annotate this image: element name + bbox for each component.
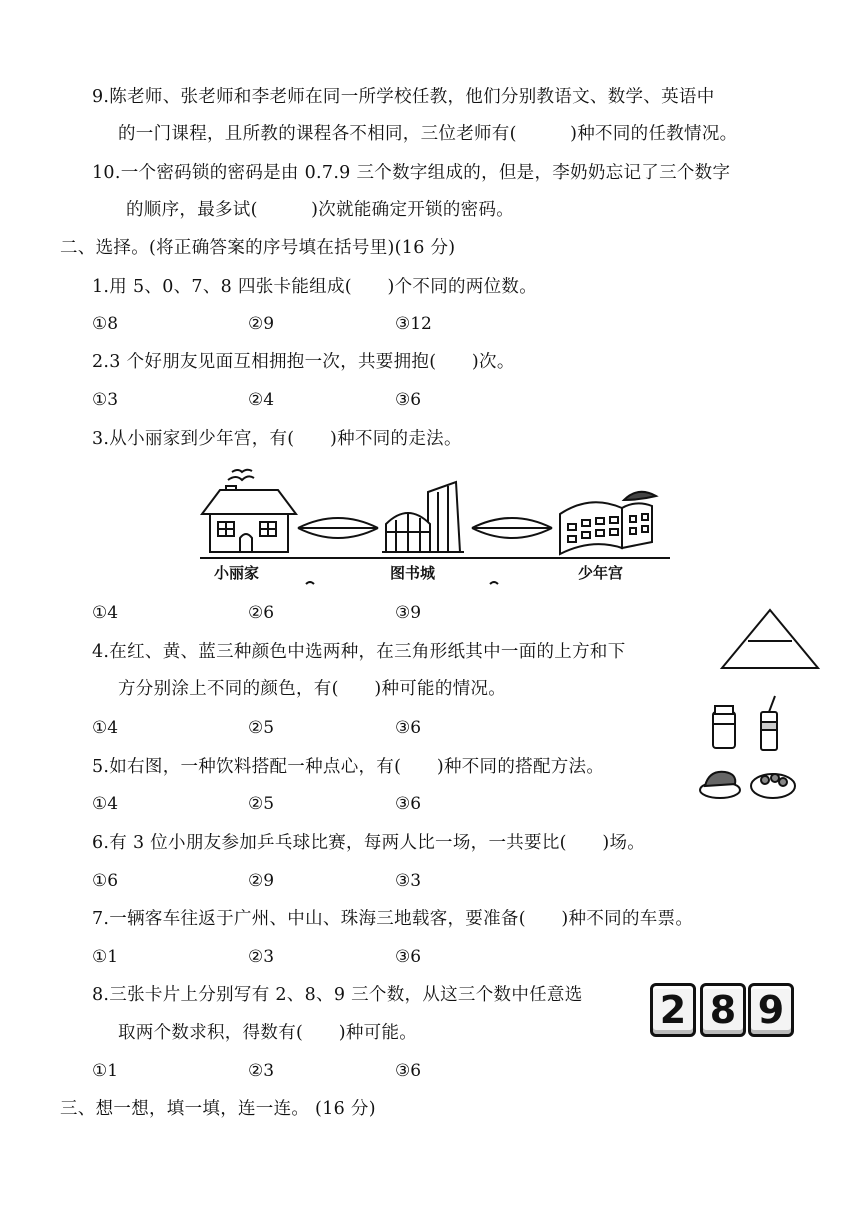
- q8-option-1: ①1: [92, 1061, 119, 1081]
- section2-heading: 二、选择。(将正确答案的序号填在括号里)(16 分): [60, 238, 456, 258]
- library-icon: [382, 482, 464, 552]
- question-6: 6.有 3 位小朋友参加乒乓球比赛，每两人比一场，一共要比( )场。: [92, 833, 646, 853]
- triangle-icon: [718, 606, 822, 672]
- q4-option-3: ③6: [395, 718, 422, 738]
- number-card-2: 2: [650, 983, 696, 1037]
- triangle-figure: [718, 606, 822, 676]
- q10-line1: 10.一个密码锁的密码是由 0.7.9 三个数字组成的，但是，李奶奶忘记了三个数字: [92, 163, 731, 183]
- drinks-snacks-figure: [695, 694, 805, 810]
- label-xiaoli-home: 小丽家: [214, 564, 260, 582]
- q2-option-1: ①3: [92, 390, 119, 410]
- question-1: 1.用 5、0、7、8 四张卡能组成( )个不同的两位数。: [92, 277, 538, 297]
- house-icon: [202, 470, 296, 552]
- q9-line1: 9.陈老师、张老师和李老师在同一所学校任教，他们分别教语文、数学、英语中: [92, 87, 715, 107]
- question-8-line1: 8.三张卡片上分别写有 2、8、9 三个数，从这三个数中任意选: [92, 985, 583, 1005]
- number-card-9: 9: [748, 983, 794, 1037]
- question-3: 3.从小丽家到少年宫，有( )种不同的走法。: [92, 429, 462, 449]
- q8-option-2: ②3: [248, 1061, 275, 1081]
- q2-option-2: ②4: [248, 390, 275, 410]
- q7-option-1: ①1: [92, 947, 119, 967]
- q7-option-2: ②3: [248, 947, 275, 967]
- q4-option-1: ①4: [92, 718, 119, 738]
- question-7: 7.一辆客车往返于广州、中山、珠海三地载客，要准备( )种不同的车票。: [92, 909, 694, 929]
- q1-option-1: ①8: [92, 314, 119, 334]
- q4-option-2: ②5: [248, 718, 275, 738]
- drinks-snacks-icon: [695, 694, 805, 806]
- q7-option-3: ③6: [395, 947, 422, 967]
- q1-option-3: ③12: [395, 314, 432, 334]
- q6-option-1: ①6: [92, 871, 119, 891]
- q10-line2: 的顺序，最多试( )次就能确定开锁的密码。: [126, 200, 515, 220]
- q6-option-2: ②9: [248, 871, 275, 891]
- q5-option-1: ①4: [92, 794, 119, 814]
- q3-option-2: ②6: [248, 603, 275, 623]
- q3-option-1: ①4: [92, 603, 119, 623]
- q2-option-3: ③6: [395, 390, 422, 410]
- left-paths: [298, 518, 378, 538]
- q5-option-2: ②5: [248, 794, 275, 814]
- section3-heading: 三、想一想，填一填，连一连。 (16 分): [60, 1099, 376, 1119]
- label-library: 图书城: [390, 564, 436, 582]
- q5-option-3: ③6: [395, 794, 422, 814]
- q9-line2: 的一门课程，且所教的课程各不相同，三位老师有( )种不同的任教情况。: [118, 124, 738, 144]
- q6-option-3: ③3: [395, 871, 422, 891]
- question-2: 2.3 个好朋友见面互相拥抱一次，共要拥抱( )次。: [92, 352, 515, 372]
- q8-option-3: ③6: [395, 1061, 422, 1081]
- question-8-line2: 取两个数求积，得数有( )种可能。: [118, 1023, 418, 1043]
- number-card-8: 8: [700, 983, 746, 1037]
- label-youth-palace: 少年宫: [578, 564, 624, 582]
- youth-palace-icon: [560, 492, 656, 554]
- q1-option-2: ②9: [248, 314, 275, 334]
- right-paths: [472, 518, 552, 538]
- question-4-line2: 方分别涂上不同的颜色，有( )种可能的情况。: [118, 679, 507, 699]
- q3-option-3: ③9: [395, 603, 422, 623]
- route-figure: [200, 462, 670, 587]
- question-4-line1: 4.在红、黄、蓝三种颜色中选两种，在三角形纸其中一面的上方和下: [92, 642, 626, 662]
- question-5: 5.如右图，一种饮料搭配一种点心，有( )种不同的搭配方法。: [92, 757, 605, 777]
